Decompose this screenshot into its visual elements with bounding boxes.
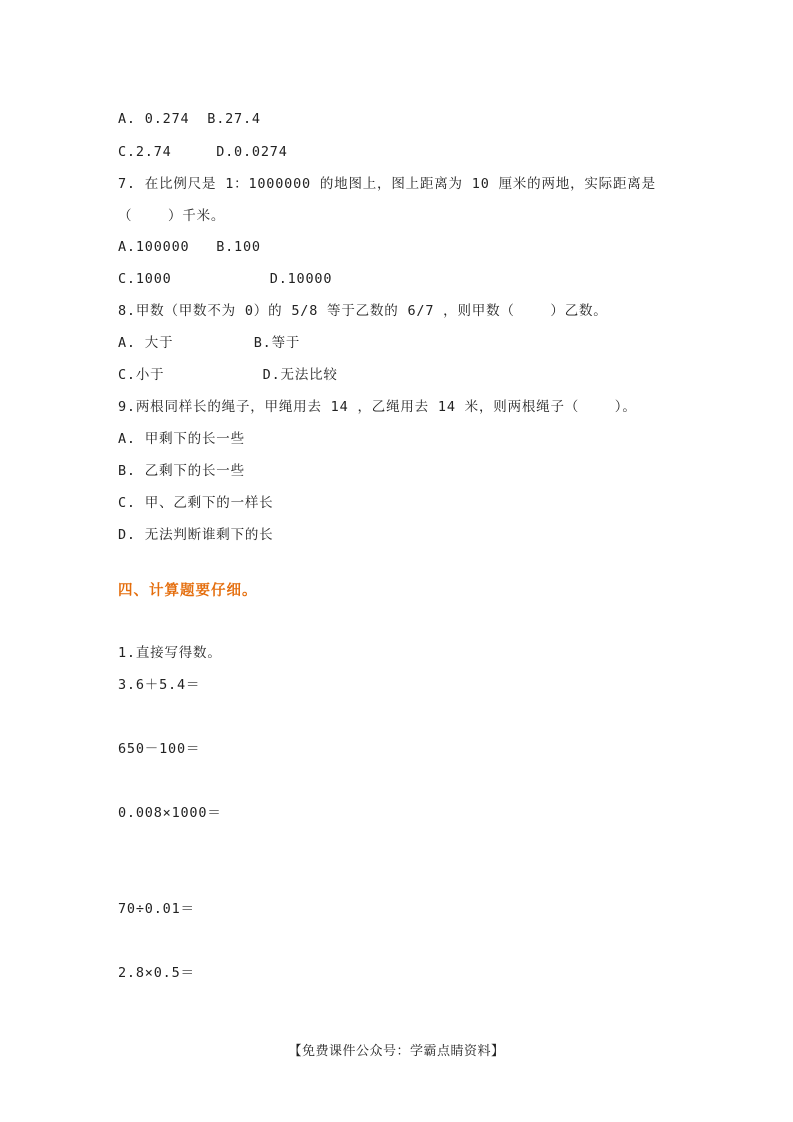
q9-option-a: A. 甲剩下的长一些 [118, 431, 245, 447]
q7-options-line-2: C.1000 D.10000 [118, 271, 333, 287]
q9-option-c: C. 甲、乙剩下的一样长 [118, 495, 274, 511]
calc-item-5: 2.8×0.5＝ [118, 965, 195, 981]
calc-item-1: 3.6＋5.4＝ [118, 677, 201, 693]
q8-stem: 8.甲数（甲数不为 0）的 5/8 等于乙数的 6/7 ，则甲数（ ）乙数。 [118, 303, 608, 319]
calc-item-2: 650－100＝ [118, 741, 201, 757]
q6-options-line-1: A. 0.274 B.27.4 [118, 111, 261, 127]
q8-options-line-1: A. 大于 B.等于 [118, 335, 301, 351]
q8-options-line-2: C.小于 D.无法比较 [118, 367, 338, 383]
q7-options-line-1: A.100000 B.100 [118, 239, 261, 255]
calc-item-3: 0.008×1000＝ [118, 805, 222, 821]
section-sub-question: 1.直接写得数。 [118, 645, 222, 661]
section-heading: 四、计算题要仔细。 [118, 583, 258, 599]
calc-item-4: 70÷0.01＝ [118, 901, 195, 917]
q6-options-line-2: C.2.74 D.0.0274 [118, 144, 288, 160]
q7-stem-line-1: 7. 在比例尺是 1：1000000 的地图上，图上距离为 10 厘米的两地，实际距离是 [118, 176, 656, 192]
footer-text: 【免费课件公众号：学霸点睛资料】 [288, 1044, 505, 1059]
q9-option-b: B. 乙剩下的长一些 [118, 463, 245, 479]
q9-option-d: D. 无法判断谁剩下的长 [118, 527, 274, 543]
q9-stem: 9.两根同样长的绳子，甲绳用去 14 ，乙绳用去 14 米，则两根绳子（ ）。 [118, 399, 637, 415]
q7-stem-line-2: （ ）千米。 [118, 208, 226, 224]
